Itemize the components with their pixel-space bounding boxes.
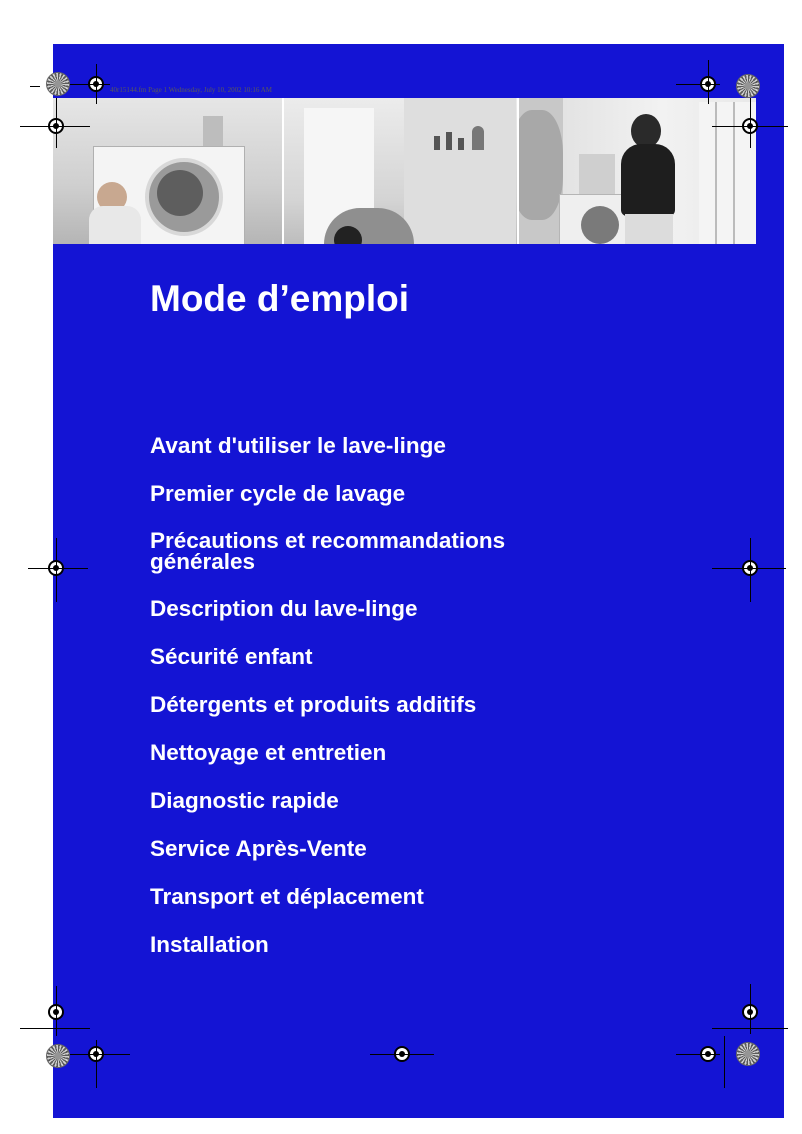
toc-item-installation[interactable]: Installation (150, 932, 269, 957)
toc-item-premier-cycle[interactable]: Premier cycle de lavage (150, 481, 406, 506)
toc-item-precautions[interactable]: Précautions et recommandations générales (150, 528, 506, 574)
color-rosette-icon (46, 72, 70, 96)
color-rosette-icon (46, 1044, 70, 1068)
toc-item-nettoyage[interactable]: Nettoyage et entretien (150, 740, 387, 765)
page-title: Mode d’emploi (150, 278, 409, 319)
color-rosette-icon (736, 74, 760, 98)
toc-item-description[interactable]: Description du lave-linge (150, 596, 418, 621)
table-of-contents (150, 434, 505, 981)
color-rosette-icon (736, 1042, 760, 1066)
photo-strip (53, 98, 756, 244)
toc-item-securite-enfant[interactable]: Sécurité enfant (150, 644, 313, 669)
document-header-line: 40r15144.fm Page 1 Wednesday, July 10, 2002 10:16 AM (110, 86, 272, 94)
toc-item-diagnostic[interactable]: Diagnostic rapide (150, 788, 339, 813)
child-at-washing-machine-photo (53, 98, 282, 244)
toc-item-detergents[interactable]: Détergents et produits additifs (150, 692, 477, 717)
person-by-window-photo (517, 98, 756, 244)
laundry-room-photo (282, 98, 516, 244)
toc-item-service-apres-vente[interactable]: Service Après-Vente (150, 836, 367, 861)
toc-item-transport[interactable]: Transport et déplacement (150, 884, 424, 909)
toc-item-avant-utiliser[interactable]: Avant d'utiliser le lave-linge (150, 433, 446, 458)
